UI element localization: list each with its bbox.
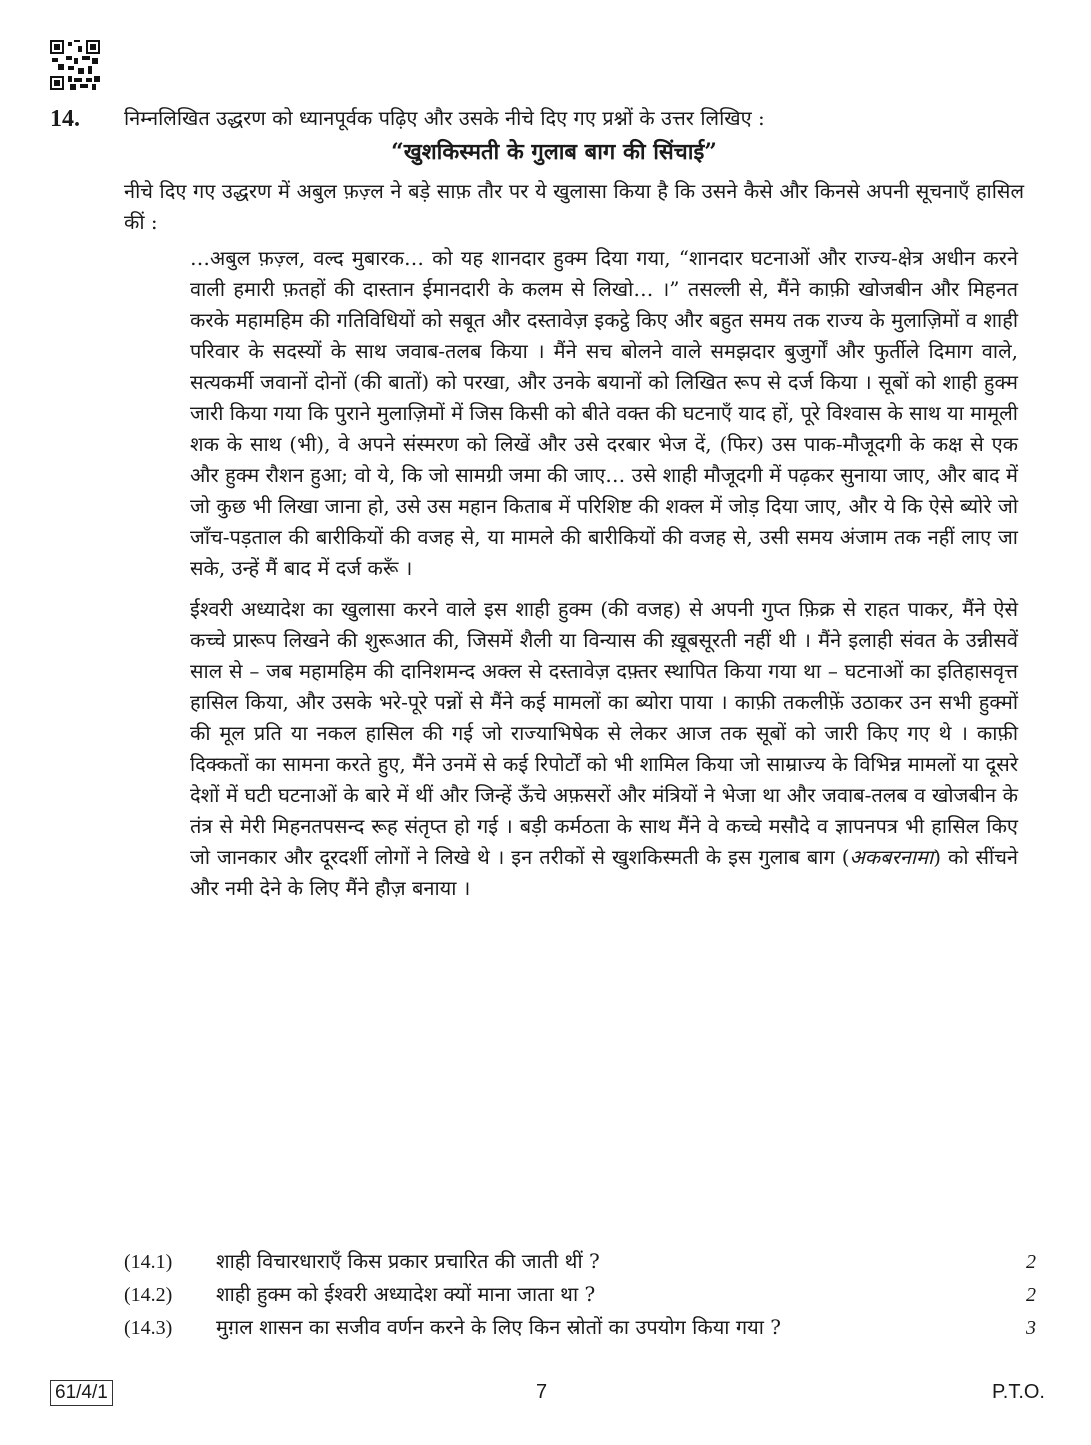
- passage-heading: “खुशकिस्मती के गुलाब बाग की सिंचाई”: [391, 139, 717, 165]
- passage-text: ईश्वरी अध्यादेश का खुलासा करने वाले इस शाही हुक्म (की वजह) से अपनी गुप्त फ़िक्र से राहत पाकर, मैंने ऐसे कच्चे प्रारूप लिखने की शुरूआत की, जिसमें शैली या विन्यास की ख़ूबसूरती नहीं थी । मैंने इलाही संवत के उन्नीसवें साल से – जब महामहिम की दानिशमन्द अक्ल से दस्तावेज़ दफ़्तर स्थापित किया गया था – घटनाओं का इतिहासवृत्त हासिल किया, और उसके भरे-पूरे पन्नों से मैंने कई मामलों का ब्योरा पाया । काफ़ी तकलीफ़ें उठाकर उन सभी हुक्मों की मूल प्रति या नकल हासिल की गई जो राज्याभिषेक से लेकर आज तक सूबों को जारी किए गए थे । काफ़ी दिक्कतों का सामना करते हुए, मैंने उनमें से कई रिपोर्टों को भी शामिल किया जो साम्राज्य के विभिन्न मामलों या दूसरे देशों में घटी घटनाओं के बारे में थीं और जिन्हें ऊँचे अफ़सरों और मंत्रियों ने भेजा था और जवाब-तलब व खोजबीन के तंत्र से मेरी मिहनतपसन्द रूह संतृप्त हो गई । बड़ी कर्मठता के साथ मैंने वे कच्चे मसौदे व ज्ञापनपत्र भी हासिल किए जो जानकार और दूरदर्शी लोगों ने लिखे थे । इन तरीकों से खुशकिस्मती के इस गुलाब बाग (: [190, 597, 1018, 869]
- question-number: 14.: [50, 106, 80, 132]
- subquestion: [124, 1278, 1036, 1311]
- subquestion: [124, 1311, 1036, 1344]
- subquestion-marks: 3: [1026, 1317, 1036, 1339]
- source-passage: [190, 243, 1018, 914]
- subquestion-marks: 2: [1026, 1284, 1036, 1306]
- question-instruction: निम्नलिखित उद्धरण को ध्यानपूर्वक पढ़िए और उसके नीचे दिए गए प्रश्नों के उत्तर लिखिए :: [124, 106, 765, 130]
- passage-intro: नीचे दिए गए उद्धरण में अबुल फ़ज़्ल ने बड़े साफ़ तौर पर ये खुलासा किया है कि उसने कैसे और किनसे अपनी सूचनाएँ हासिल कीं :: [124, 179, 1024, 234]
- pto-label: P.T.O.: [992, 1381, 1045, 1403]
- paper-code: 61/4/1: [50, 1380, 113, 1406]
- subquestion-number: (14.1): [124, 1251, 173, 1273]
- book-title: अकबरनामा: [849, 845, 934, 869]
- subquestion: [124, 1245, 1036, 1278]
- subquestion-text: शाही विचारधाराएँ किस प्रकार प्रचारित की जाती थीं ?: [216, 1249, 600, 1273]
- passage-text: ) को सींचने और नमी देने के लिए मैंने हौज़ बनाया ।: [190, 845, 1018, 900]
- subquestion-list: [124, 1245, 1036, 1344]
- subquestion-marks: 2: [1026, 1251, 1036, 1273]
- subquestion-text: शाही हुक्म को ईश्वरी अध्यादेश क्यों माना जाता था ?: [216, 1282, 596, 1306]
- passage-paragraph: [190, 594, 1018, 904]
- passage-paragraph: …अबुल फ़ज़्ल, वल्द मुबारक… को यह शानदार हुक्म दिया गया, “शानदार घटनाओं और राज्य-क्षेत्र अधीन करने वाली हमारी फ़तहों की दास्तान ईमानदारी के कलम से लिखो… ।” तसल्ली से, मैंने काफ़ी खोजबीन और मिहनत करके महामहिम की गतिविधियों को सबूत और दस्तावेज़ इकट्ठे किए और बहुत समय तक राज्य के मुलाज़िमों व शाही परिवार के सदस्यों के साथ जवाब-तलब किया । मैंने सच बोलने वाले समझदार बुजुर्गों और फुर्तीले दिमाग वाले, सत्यकर्मी जवानों दोनों (की बातों) को परखा, और उनके बयानों को लिखित रूप से दर्ज किया । सूबों को शाही हुक्म जारी किया गया कि पुराने मुलाज़िमों में जिस किसी को बीते वक्त की घटनाएँ याद हों, पूरे विश्वास के साथ या मामूली शक के साथ (भी), वे अपने संस्मरण को लिखें और उसे दरबार भेज दें, (फिर) उस पाक-मौजूदगी के कक्ष से एक और हुक्म रौशन हुआ; वो ये, कि जो सामग्री जमा की जाए… उसे शाही मौजूदगी में पढ़कर सुनाया जाए, और बाद में जो कुछ भी लिखा जाना हो, उसे उस महान किताब में परिशिष्ट की शक्ल में जोड़ दिया जाए, और ये कि ऐसे ब्योरे जो जाँच-पड़ताल की बारीकियों की वजह से, या मामले की बारीकियों की वजह से, उसी समय अंजाम तक नहीं लाए जा सके, उन्हें मैं बाद में दर्ज करूँ ।: [190, 246, 1018, 580]
- qr-code-icon: [50, 40, 100, 90]
- subquestion-number: (14.3): [124, 1317, 173, 1339]
- subquestion-number: (14.2): [124, 1284, 173, 1306]
- page-number: 7: [536, 1381, 548, 1403]
- subquestion-text: मुग़ल शासन का सजीव वर्णन करने के लिए किन स्रोतों का उपयोग किया गया ?: [216, 1315, 781, 1339]
